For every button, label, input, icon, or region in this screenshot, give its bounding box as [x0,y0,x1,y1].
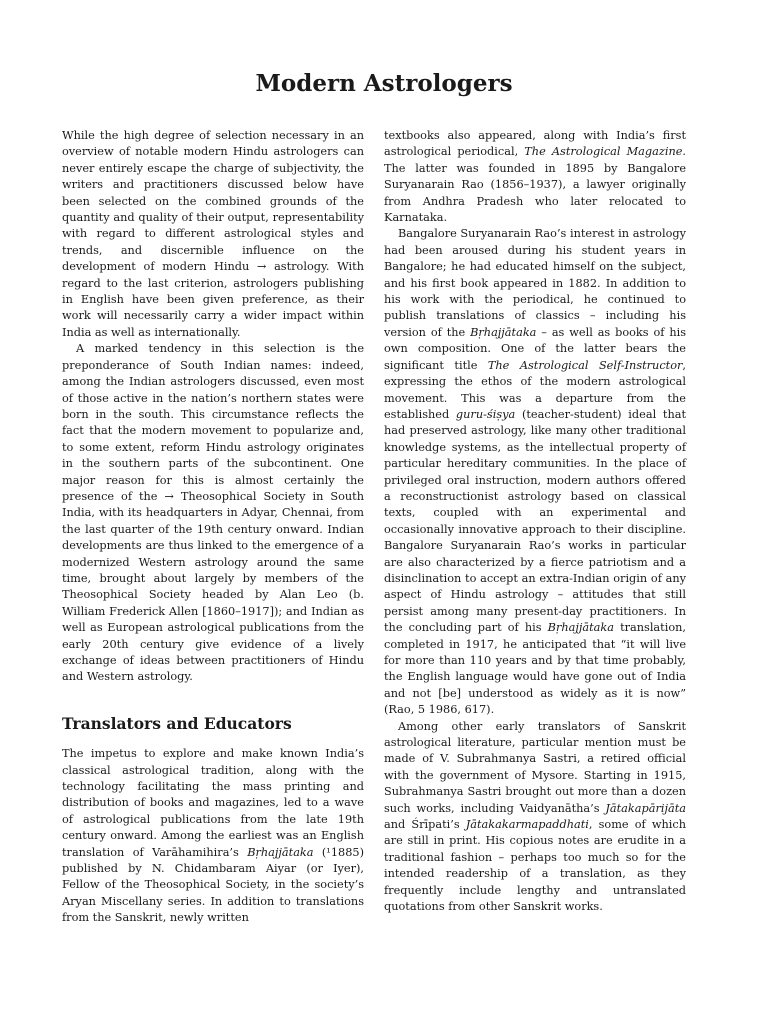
text-run: A marked tendency in this selection is the preponderance of South Indian names: indeed, among the Indian astrologers discussed, even most of those active in the nation’s northern states were born in the south. This circumstance reflects the fact that the modern movement to popularize and, to some extent, reform Hindu astrology originates in the southern parts of the subcontinent. One major reason for this is almost certainly the presence of the → Theosophical Society in South India, with its headquarters in Adyar, Chennai, from the last quarter of the 19th century onward. Indian developments are thus linked to the emergence of a modernized Western astrology around the same time, brought about largely by members of the Theosophical Society headed by Alan Leo (b. William Frederick Allen [1860–1917]); and Indian as well as European astrological publications from the early 20th century give evidence of a lively exchange of ideas between practitioners of Hindu and Western astrology. [62,342,364,684]
italic-title: Bṛhajjātaka [470,325,537,339]
paragraph-intro [62,128,364,341]
section-heading: Translators and Educators [62,713,292,733]
paragraph-suryanarain-rao [384,226,686,718]
text-run: and Śrīpati’s [384,818,466,832]
italic-title: Bṛhajjātaka [247,845,314,859]
italic-title: The Astrological Self-Instructor [487,358,683,372]
text-run: Bangalore Suryanarain Rao’s interest in astrology had been aroused during his student years in Bangalore; he had educated himself on the subject, and his first book appeared in 1882. In addition to his work with the periodical, he continued to publish translations of classics – including his version of the [384,227,686,339]
paragraph-magazine [384,128,686,226]
paragraph-translators [62,746,364,926]
paragraph-south-indian [62,341,364,686]
text-run: Among other early translators of Sanskrit astrological literature, particular mention must be made of V. Subrahmanya Sastri, a retired official with the government of Mysore. Starting in 1915, Subrahmanya Sastri brought out more than a dozen such works, including Vaidyanātha’s [384,719,686,815]
text-run: The impetus to explore and make known India’s classical astrological tradition, along with the technology facilitating the mass printing and distribution of books and magazines, led to a wave of astrological publications from the late 19th century onward. Among the earliest was an English translation of Varāhamihira’s [62,747,364,859]
page-title: Modern Astrologers [255,70,513,97]
text-run: – as well as books of his own composition. One of the latter bears the significant title [384,325,687,372]
italic-title: Jātakakarmapaddhati [465,818,589,832]
italic-title: Jātakapārijāta [605,801,686,815]
paragraph-subrahmanya-sastri [384,719,686,916]
text-run: . The latter was founded in 1895 by Bangalore Suryanarain Rao (1856–1937), a lawyer originally from Andhra Pradesh who later relocated to Karnataka. [384,145,686,225]
italic-title: The Astrological Magazine [524,145,683,159]
text-run: (¹1885) published by N. Chidambaram Aiyar (or Iyer), Fellow of the Theosophical Society, in the society’s Aryan Miscellany series. In addition to translations from the Sanskrit, newly written [62,845,364,925]
text-run: , some of which are still in print. His copious notes are erudite in a traditional fashion – perhaps too much so for the intended readership of a translation, as they frequently include lengthy and untranslated quotations from other Sanskrit works. [384,818,686,914]
right-column [384,128,686,916]
text-run: (teacher-student) ideal that had preserved astrology, like many other traditional knowledge systems, as the intellectual property of particular hereditary communities. In the place of privileged oral instruction, modern authors offered a reconstructionist astrology based on classical texts, coupled with an experimental and occasionally innovative approach to their discipline. Bangalore Suryanarain Rao’s works in particular are also characterized by a fierce patriotism and a disinclination to accept an extra-Indian origin of any aspect of Hindu astrology – attitudes that still persist among many present-day practitioners. In the concluding part of his [384,407,686,635]
text-run: While the high degree of selection necessary in an overview of notable modern Hindu astrologers can never entirely escape the charge of subjectivity, the writers and practitioners discussed below have been selected on the combined grounds of the quantity and quality of their output, representability with regard to different astrological styles and trends, and discernible influence on the development of modern Hindu → astrology. With regard to the last criterion, astrologers publishing in English have been given preference, as their work will necessarily carry a wider impact within India as well as internationally. [62,129,364,339]
italic-title: Bṛhajjātaka [547,621,614,635]
text-run: translation, completed in 1917, he anticipated that “it will live for more than 110 years and by that time probably, the English language would have gone out of India and not [be] understood as widely as it is now” (Rao, 5 1986, 617). [384,621,686,717]
text-run: , expressing the ethos of the modern astrological movement. This was a departure from the established [384,358,686,421]
text-run: textbooks also appeared, along with India’s first astrological periodical, [384,129,686,159]
left-column [62,128,364,927]
italic-term: guru-śiṣya [455,407,516,421]
